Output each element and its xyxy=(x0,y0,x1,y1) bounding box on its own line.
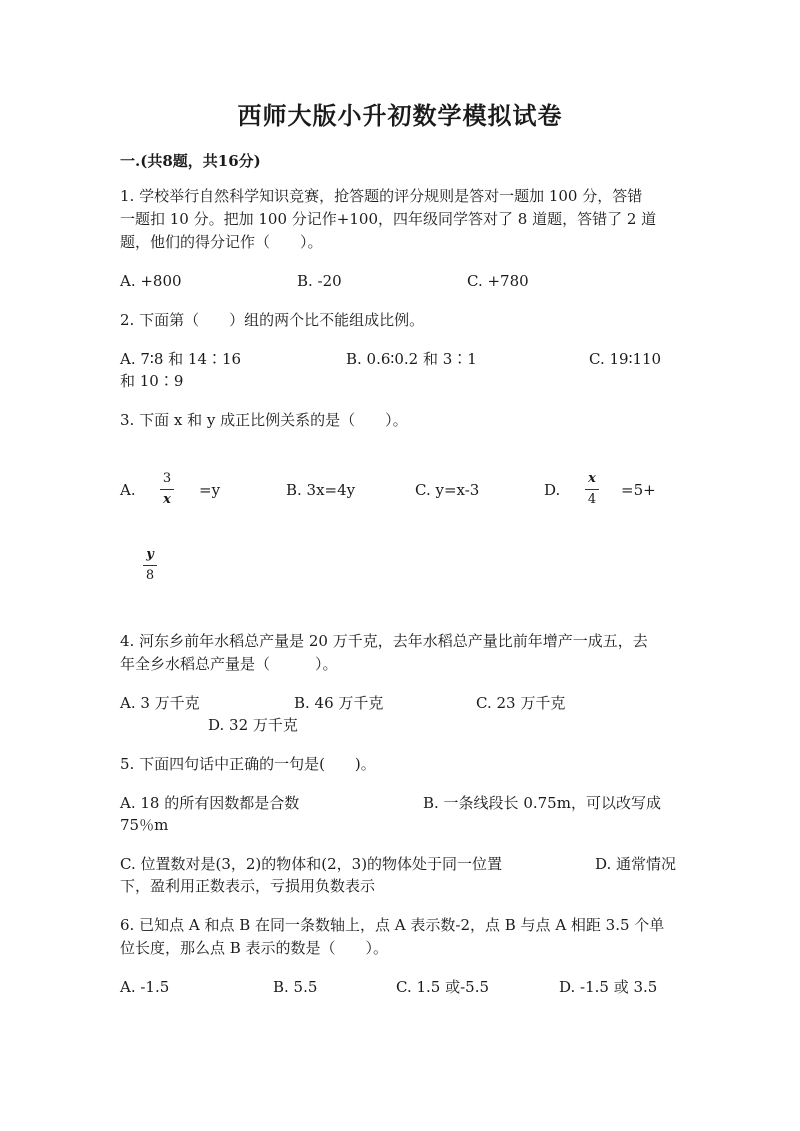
question-3-option-d-rhs: =5+ xyxy=(621,481,656,499)
page-title: 西师大版小升初数学模拟试卷 xyxy=(237,101,563,130)
question-3-option-a: A. xyxy=(120,481,136,499)
fraction-numerator: x xyxy=(588,471,596,486)
fraction-numerator: y xyxy=(146,547,154,562)
question-1-option-c: C. +780 xyxy=(467,272,529,290)
question-1-line-2: 一题扣 10 分。把加 100 分记作+100，四年级同学答对了 8 道题，答错了 2 道 xyxy=(120,210,657,228)
fraction-bar xyxy=(143,565,157,566)
question-3-option-c: C. y=x-3 xyxy=(415,481,480,499)
fraction-denominator: 4 xyxy=(587,492,597,507)
question-3-fraction-a xyxy=(160,472,174,507)
question-4-option-a: A. 3 万千克 xyxy=(120,694,200,712)
question-2-line-1: 2. 下面第（ ）组的两个比不能组成比例。 xyxy=(120,311,425,329)
question-3-fraction-d-continued xyxy=(143,548,157,583)
question-1-line-1: 1. 学校举行自然科学知识竞赛，抢答题的评分规则是答对一题加 100 分，答错 xyxy=(120,187,643,205)
fraction-numerator: 3 xyxy=(162,471,172,486)
question-4-option-d: D. 32 万千克 xyxy=(208,716,298,734)
question-2-option-a: A. 7∶8 和 14∶16 xyxy=(120,350,242,368)
question-1-option-a: A. +800 xyxy=(120,272,182,290)
question-5-line-1: 5. 下面四句话中正确的一句是( )。 xyxy=(120,755,376,773)
question-5-option-b-continued: 75％m xyxy=(120,816,169,834)
fraction-bar xyxy=(585,489,599,490)
question-5-option-a: A. 18 的所有因数都是合数 xyxy=(120,794,300,812)
question-2-option-a-continued: 和 10∶9 xyxy=(120,372,184,390)
question-6-option-c: C. 1.5 或-5.5 xyxy=(396,978,490,996)
question-5-option-d: D. 通常情况 xyxy=(595,855,677,873)
question-4-line-1: 4. 河东乡前年水稻总产量是 20 万千克，去年水稻总产量比前年增产一成五，去 xyxy=(120,632,648,650)
section-heading: 一.(共8题，共16分) xyxy=(120,152,261,170)
question-3-option-b: B. 3x=4y xyxy=(286,481,356,499)
fraction-denominator: 8 xyxy=(145,568,155,583)
question-2-option-c: C. 19∶110 xyxy=(589,350,662,368)
question-3-option-a-rhs: =y xyxy=(199,481,221,499)
fraction-denominator: x xyxy=(163,492,171,507)
question-1-line-3: 题，他们的得分记作（ ）。 xyxy=(120,233,323,251)
fraction-bar xyxy=(160,489,174,490)
question-5-option-c: C. 位置数对是(3，2)的物体和(2，3)的物体处于同一位置 xyxy=(120,855,503,873)
question-6-line-1: 6. 已知点 A 和点 B 在同一条数轴上，点 A 表示数-2，点 B 与点 A 相距 3.5 个单 xyxy=(120,916,665,934)
question-5-option-d-continued: 下，盈利用正数表示，亏损用负数表示 xyxy=(120,877,376,895)
question-6-line-2: 位长度，那么点 B 表示的数是（ ）。 xyxy=(120,939,389,957)
question-4-option-b: B. 46 万千克 xyxy=(294,694,384,712)
question-2-option-b: B. 0.6∶0.2 和 3∶1 xyxy=(346,350,477,368)
question-4-option-c: C. 23 万千克 xyxy=(476,694,566,712)
question-3-line-1: 3. 下面 x 和 y 成正比例关系的是（ ）。 xyxy=(120,411,408,429)
question-6-option-d: D. -1.5 或 3.5 xyxy=(559,978,658,996)
question-6-option-b: B. 5.5 xyxy=(273,978,318,996)
question-1-option-b: B. -20 xyxy=(297,272,342,290)
question-5-option-b: B. 一条线段长 0.75m，可以改写成 xyxy=(423,794,661,812)
question-4-line-2: 年全乡水稻总产量是（ ）。 xyxy=(120,655,338,673)
question-3-option-d: D. xyxy=(544,481,561,499)
question-6-option-a: A. -1.5 xyxy=(120,978,170,996)
question-3-fraction-d xyxy=(585,472,599,507)
